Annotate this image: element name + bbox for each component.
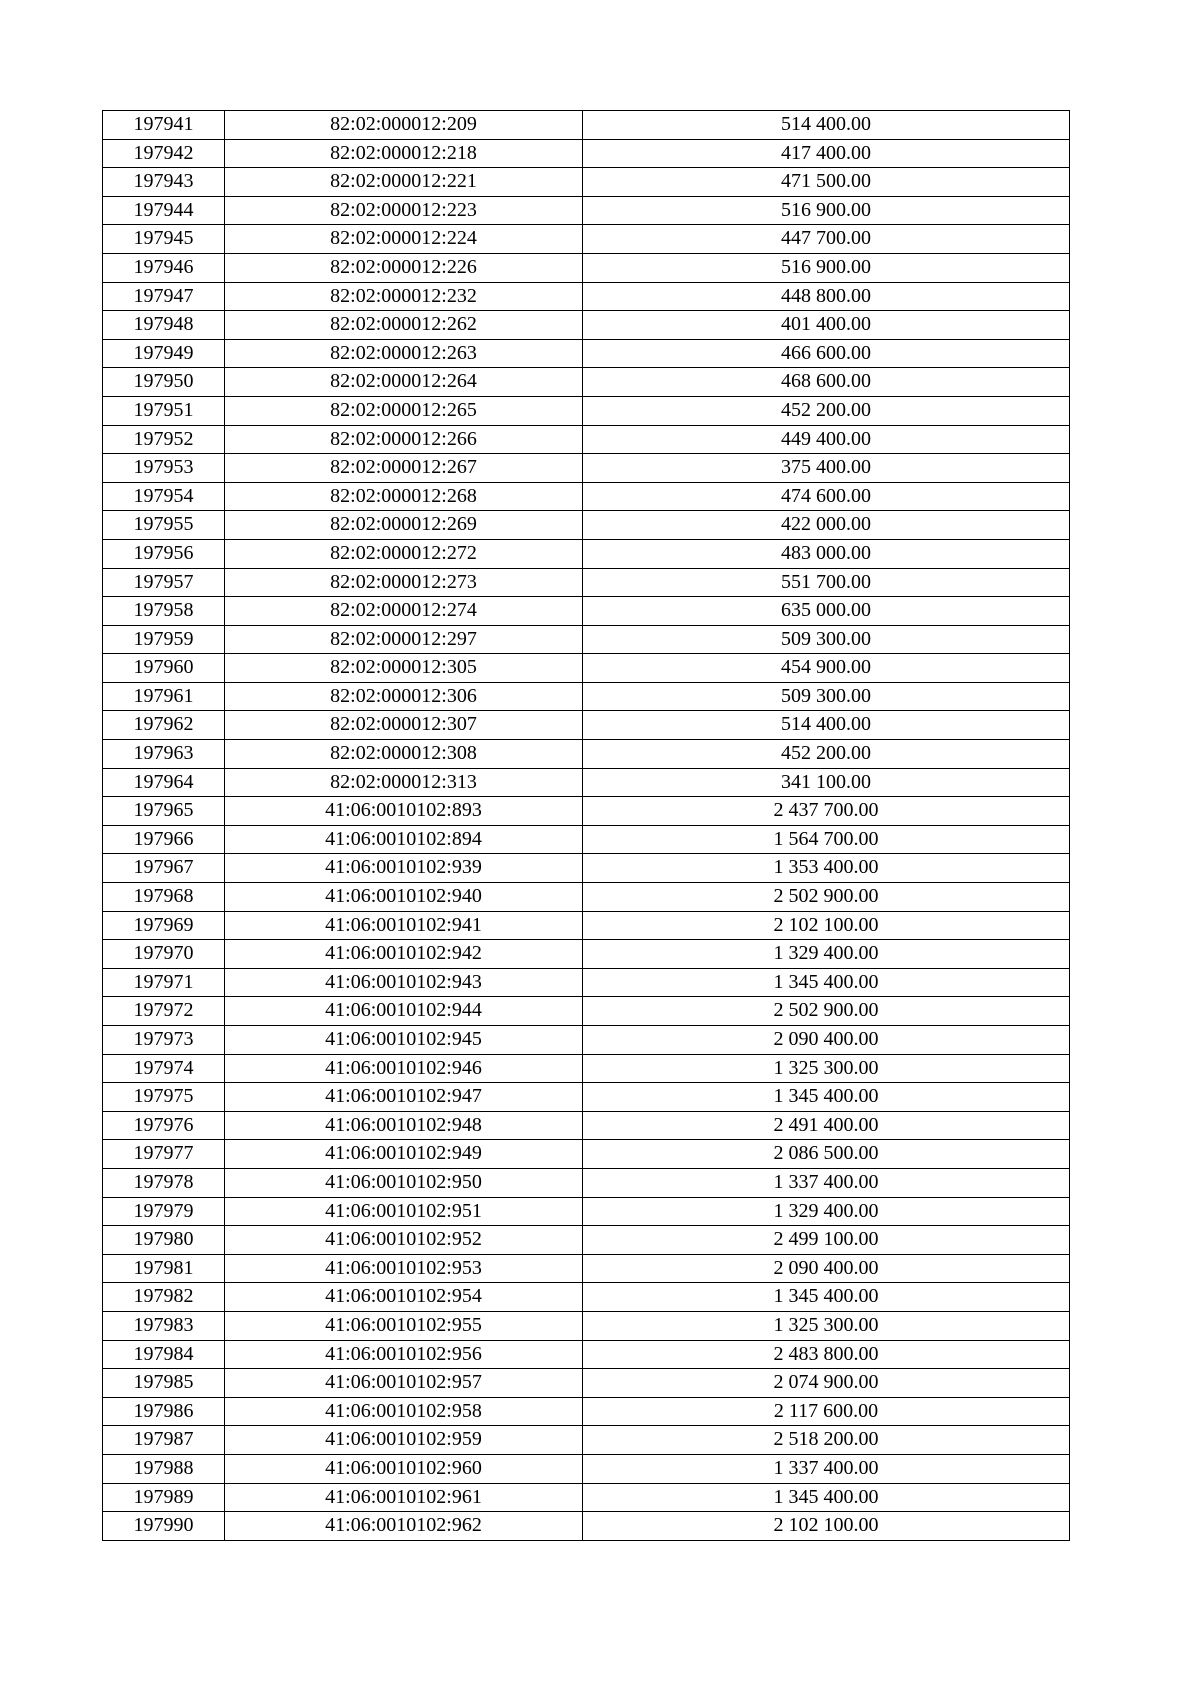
cadastral-value-cell: 2 074 900.00 [583,1369,1070,1398]
table-row [103,1111,1070,1140]
table-row [103,396,1070,425]
table-row [103,1454,1070,1483]
row-number-cell: 197942 [103,139,225,168]
cadastral-value-cell: 1 353 400.00 [583,854,1070,883]
cadastral-value-cell: 452 200.00 [583,396,1070,425]
row-number-cell: 197989 [103,1483,225,1512]
cadastral-number-cell: 41:06:0010102:958 [225,1397,583,1426]
cadastral-value-cell: 2 437 700.00 [583,797,1070,826]
row-number-cell: 197954 [103,482,225,511]
row-number-cell: 197950 [103,368,225,397]
cadastral-number-cell: 41:06:0010102:943 [225,968,583,997]
table-row [103,1340,1070,1369]
cadastral-value-cell: 1 325 300.00 [583,1054,1070,1083]
cadastral-number-cell: 41:06:0010102:962 [225,1512,583,1541]
cadastral-number-cell: 82:02:000012:226 [225,253,583,282]
table-row [103,568,1070,597]
cadastral-value-cell: 509 300.00 [583,682,1070,711]
cadastral-number-cell: 82:02:000012:263 [225,339,583,368]
table-row [103,1254,1070,1283]
row-number-cell: 197969 [103,911,225,940]
table-row [103,311,1070,340]
cadastral-value-cell: 509 300.00 [583,625,1070,654]
cadastral-value-cell: 2 117 600.00 [583,1397,1070,1426]
cadastral-number-cell: 82:02:000012:265 [225,396,583,425]
cadastral-number-cell: 41:06:0010102:894 [225,825,583,854]
table-row [103,597,1070,626]
row-number-cell: 197967 [103,854,225,883]
cadastral-number-cell: 41:06:0010102:946 [225,1054,583,1083]
cadastral-number-cell: 41:06:0010102:961 [225,1483,583,1512]
cadastral-number-cell: 82:02:000012:266 [225,425,583,454]
cadastral-number-cell: 41:06:0010102:953 [225,1254,583,1283]
row-number-cell: 197956 [103,539,225,568]
cadastral-value-cell: 483 000.00 [583,539,1070,568]
cadastral-value-cell: 422 000.00 [583,511,1070,540]
cadastral-value-cell: 514 400.00 [583,111,1070,140]
cadastral-value-cell: 516 900.00 [583,196,1070,225]
cadastral-value-cell: 1 345 400.00 [583,968,1070,997]
row-number-cell: 197986 [103,1397,225,1426]
table-row [103,682,1070,711]
row-number-cell: 197976 [103,1111,225,1140]
table-row [103,1283,1070,1312]
cadastral-number-cell: 82:02:000012:313 [225,768,583,797]
cadastral-value-cell: 2 483 800.00 [583,1340,1070,1369]
row-number-cell: 197943 [103,168,225,197]
cadastral-value-cell: 375 400.00 [583,454,1070,483]
table-row [103,625,1070,654]
row-number-cell: 197968 [103,883,225,912]
cadastral-number-cell: 41:06:0010102:948 [225,1111,583,1140]
table-row [103,997,1070,1026]
cadastral-number-cell: 82:02:000012:306 [225,682,583,711]
cadastral-value-cell: 468 600.00 [583,368,1070,397]
cadastral-value-cell: 447 700.00 [583,225,1070,254]
row-number-cell: 197946 [103,253,225,282]
row-number-cell: 197984 [103,1340,225,1369]
row-number-cell: 197963 [103,740,225,769]
cadastral-number-cell: 41:06:0010102:960 [225,1454,583,1483]
cadastral-number-cell: 41:06:0010102:945 [225,1026,583,1055]
table-row [103,511,1070,540]
table-row [103,368,1070,397]
cadastral-number-cell: 41:06:0010102:957 [225,1369,583,1398]
row-number-cell: 197944 [103,196,225,225]
row-number-cell: 197988 [103,1454,225,1483]
cadastral-number-cell: 82:02:000012:223 [225,196,583,225]
cadastral-value-cell: 2 086 500.00 [583,1140,1070,1169]
table-row [103,911,1070,940]
row-number-cell: 197971 [103,968,225,997]
table-row [103,1426,1070,1455]
row-number-cell: 197970 [103,940,225,969]
cadastral-value-cell: 417 400.00 [583,139,1070,168]
table-row [103,539,1070,568]
table-row [103,454,1070,483]
table-row [103,425,1070,454]
row-number-cell: 197957 [103,568,225,597]
table-row [103,1226,1070,1255]
cadastral-value-cell: 2 518 200.00 [583,1426,1070,1455]
cadastral-number-cell: 41:06:0010102:941 [225,911,583,940]
row-number-cell: 197941 [103,111,225,140]
cadastral-value-cell: 471 500.00 [583,168,1070,197]
cadastral-number-cell: 82:02:000012:267 [225,454,583,483]
table-row [103,1026,1070,1055]
table-row [103,139,1070,168]
cadastral-number-cell: 82:02:000012:273 [225,568,583,597]
row-number-cell: 197960 [103,654,225,683]
cadastral-value-cell: 2 102 100.00 [583,1512,1070,1541]
table-row [103,1083,1070,1112]
table-row [103,1311,1070,1340]
cadastral-number-cell: 82:02:000012:262 [225,311,583,340]
table-row [103,253,1070,282]
table-body [103,111,1070,1541]
cadastral-number-cell: 41:06:0010102:955 [225,1311,583,1340]
cadastral-number-cell: 41:06:0010102:952 [225,1226,583,1255]
table-row [103,1168,1070,1197]
cadastral-value-cell: 1 345 400.00 [583,1283,1070,1312]
row-number-cell: 197964 [103,768,225,797]
cadastral-number-cell: 41:06:0010102:949 [225,1140,583,1169]
cadastral-value-cell: 454 900.00 [583,654,1070,683]
cadastral-value-cell: 2 090 400.00 [583,1254,1070,1283]
table-row [103,1512,1070,1541]
cadastral-number-cell: 41:06:0010102:940 [225,883,583,912]
cadastral-number-cell: 82:02:000012:218 [225,139,583,168]
cadastral-value-cell: 514 400.00 [583,711,1070,740]
cadastral-number-cell: 41:06:0010102:954 [225,1283,583,1312]
table-row [103,482,1070,511]
cadastral-number-cell: 41:06:0010102:939 [225,854,583,883]
row-number-cell: 197979 [103,1197,225,1226]
row-number-cell: 197958 [103,597,225,626]
table-row [103,1140,1070,1169]
table-row [103,740,1070,769]
cadastral-value-cell: 1 337 400.00 [583,1454,1070,1483]
cadastral-value-cell: 449 400.00 [583,425,1070,454]
table-row [103,1483,1070,1512]
row-number-cell: 197975 [103,1083,225,1112]
cadastral-number-cell: 82:02:000012:274 [225,597,583,626]
table-row [103,111,1070,140]
row-number-cell: 197983 [103,1311,225,1340]
cadastral-number-cell: 41:06:0010102:947 [225,1083,583,1112]
table-row [103,1369,1070,1398]
cadastral-value-cell: 551 700.00 [583,568,1070,597]
table-row [103,339,1070,368]
cadastral-value-cell: 1 329 400.00 [583,940,1070,969]
row-number-cell: 197952 [103,425,225,454]
cadastral-number-cell: 82:02:000012:297 [225,625,583,654]
cadastral-value-cell: 1 345 400.00 [583,1083,1070,1112]
table-row [103,1197,1070,1226]
cadastral-value-cell: 2 499 100.00 [583,1226,1070,1255]
row-number-cell: 197973 [103,1026,225,1055]
cadastral-number-cell: 41:06:0010102:944 [225,997,583,1026]
table-row [103,854,1070,883]
cadastral-number-cell: 82:02:000012:209 [225,111,583,140]
cadastral-value-cell: 516 900.00 [583,253,1070,282]
cadastral-number-cell: 82:02:000012:307 [225,711,583,740]
table-row [103,883,1070,912]
cadastral-value-table [102,110,1070,1541]
table-row [103,940,1070,969]
cadastral-number-cell: 41:06:0010102:959 [225,1426,583,1455]
cadastral-value-cell: 2 502 900.00 [583,997,1070,1026]
table-row [103,225,1070,254]
cadastral-number-cell: 82:02:000012:272 [225,539,583,568]
row-number-cell: 197982 [103,1283,225,1312]
row-number-cell: 197945 [103,225,225,254]
row-number-cell: 197951 [103,396,225,425]
cadastral-value-cell: 2 090 400.00 [583,1026,1070,1055]
table-row [103,968,1070,997]
row-number-cell: 197953 [103,454,225,483]
row-number-cell: 197980 [103,1226,225,1255]
row-number-cell: 197972 [103,997,225,1026]
cadastral-number-cell: 82:02:000012:221 [225,168,583,197]
row-number-cell: 197990 [103,1512,225,1541]
table-row [103,825,1070,854]
cadastral-number-cell: 82:02:000012:305 [225,654,583,683]
cadastral-value-cell: 1 564 700.00 [583,825,1070,854]
cadastral-value-cell: 341 100.00 [583,768,1070,797]
row-number-cell: 197962 [103,711,225,740]
row-number-cell: 197978 [103,1168,225,1197]
cadastral-value-cell: 466 600.00 [583,339,1070,368]
cadastral-number-cell: 41:06:0010102:950 [225,1168,583,1197]
row-number-cell: 197985 [103,1369,225,1398]
table-row [103,196,1070,225]
table-row [103,282,1070,311]
cadastral-number-cell: 82:02:000012:224 [225,225,583,254]
cadastral-number-cell: 41:06:0010102:893 [225,797,583,826]
table-row [103,797,1070,826]
table-row [103,1054,1070,1083]
row-number-cell: 197949 [103,339,225,368]
table-row [103,654,1070,683]
cadastral-number-cell: 41:06:0010102:942 [225,940,583,969]
cadastral-value-cell: 1 325 300.00 [583,1311,1070,1340]
cadastral-value-cell: 1 345 400.00 [583,1483,1070,1512]
row-number-cell: 197961 [103,682,225,711]
cadastral-number-cell: 82:02:000012:308 [225,740,583,769]
table-row [103,168,1070,197]
cadastral-number-cell: 41:06:0010102:951 [225,1197,583,1226]
cadastral-value-cell: 474 600.00 [583,482,1070,511]
cadastral-number-cell: 82:02:000012:264 [225,368,583,397]
row-number-cell: 197977 [103,1140,225,1169]
table-row [103,711,1070,740]
row-number-cell: 197966 [103,825,225,854]
cadastral-value-cell: 2 102 100.00 [583,911,1070,940]
row-number-cell: 197965 [103,797,225,826]
table-row [103,1397,1070,1426]
row-number-cell: 197974 [103,1054,225,1083]
cadastral-number-cell: 82:02:000012:269 [225,511,583,540]
cadastral-value-cell: 635 000.00 [583,597,1070,626]
cadastral-value-cell: 1 337 400.00 [583,1168,1070,1197]
cadastral-value-cell: 401 400.00 [583,311,1070,340]
table-row [103,768,1070,797]
cadastral-value-cell: 2 502 900.00 [583,883,1070,912]
row-number-cell: 197987 [103,1426,225,1455]
row-number-cell: 197955 [103,511,225,540]
row-number-cell: 197947 [103,282,225,311]
cadastral-number-cell: 41:06:0010102:956 [225,1340,583,1369]
cadastral-value-cell: 448 800.00 [583,282,1070,311]
cadastral-value-cell: 2 491 400.00 [583,1111,1070,1140]
cadastral-number-cell: 82:02:000012:232 [225,282,583,311]
row-number-cell: 197948 [103,311,225,340]
row-number-cell: 197981 [103,1254,225,1283]
cadastral-number-cell: 82:02:000012:268 [225,482,583,511]
row-number-cell: 197959 [103,625,225,654]
cadastral-value-cell: 452 200.00 [583,740,1070,769]
cadastral-value-cell: 1 329 400.00 [583,1197,1070,1226]
